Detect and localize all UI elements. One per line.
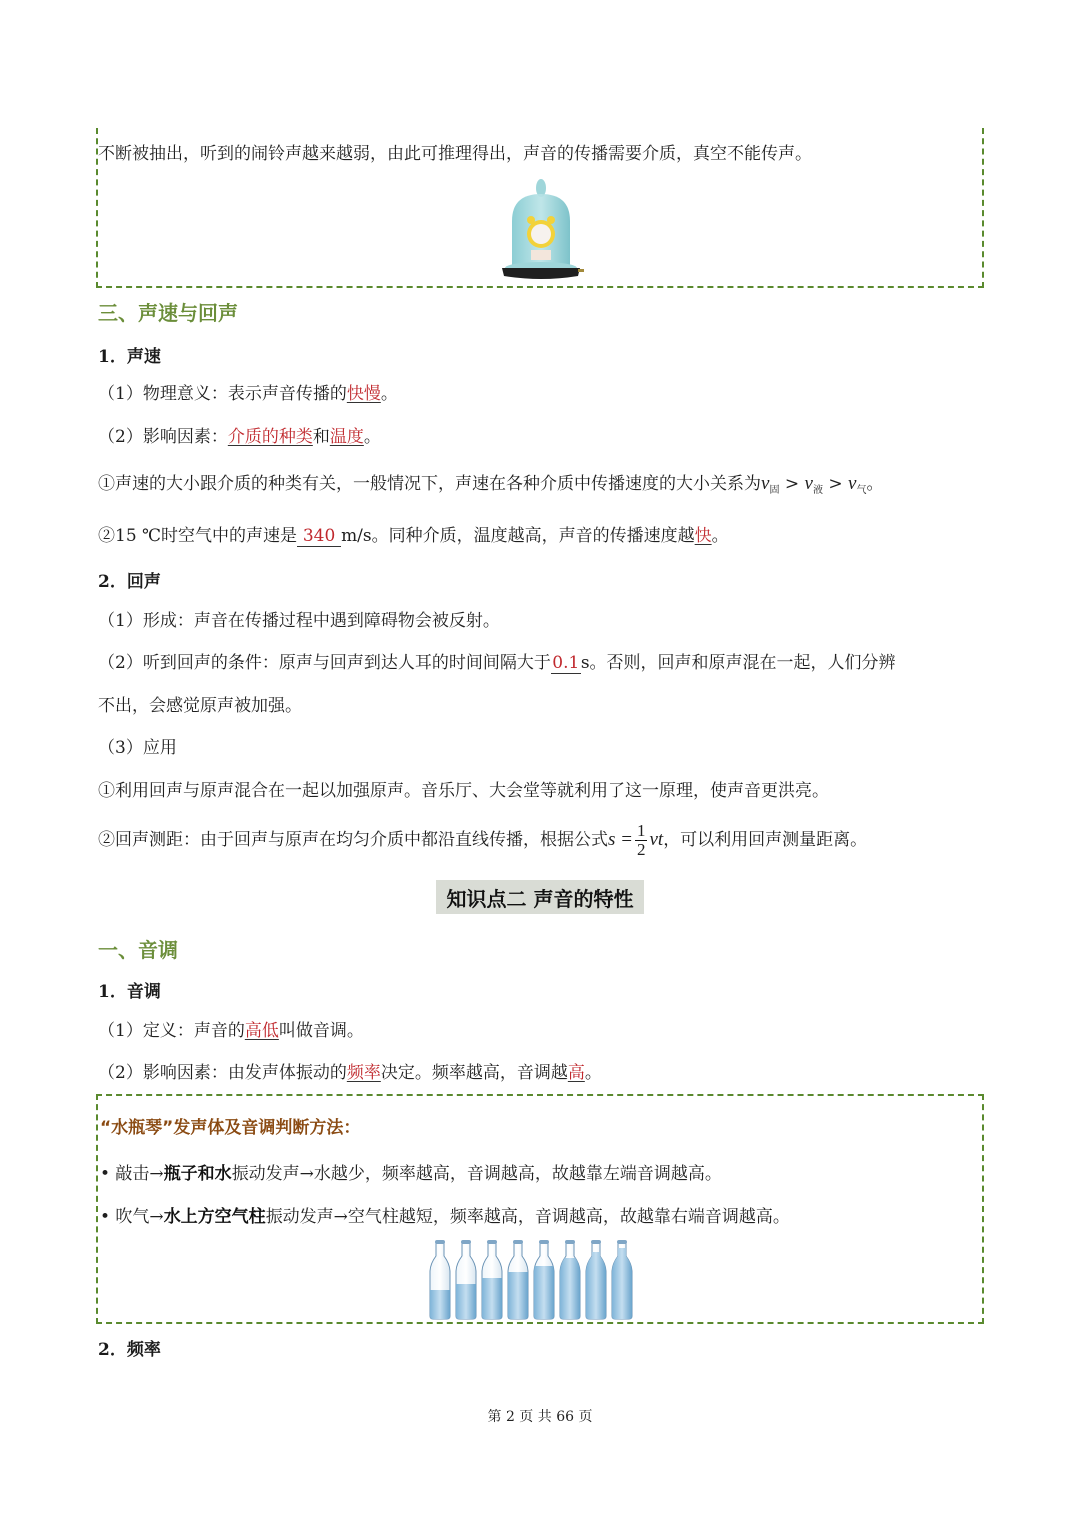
- echo-app-2: [98, 820, 867, 860]
- tip-bullet-blow: [100, 1205, 790, 1229]
- formula-vt: vt: [649, 829, 664, 850]
- answer-high-low: 高低: [244, 1021, 279, 1041]
- text: s。否则，回声和原声混在一起，人们分辨: [580, 653, 896, 673]
- heading-echo: 2．回声: [98, 572, 161, 592]
- speed-factors: [98, 425, 381, 449]
- var-v: v: [804, 473, 813, 494]
- frac-num: 1: [636, 821, 646, 840]
- text: • 吹气→: [100, 1207, 164, 1227]
- echo-app-1: ①利用回声与原声混合在一起以加强原声。音乐厅、大会堂等就利用了这一原理，使声音更洪亮。: [98, 781, 829, 801]
- text: ②15 ℃时空气中的声速是: [98, 526, 298, 546]
- text: （2）听到回声的条件：原声与回声到达人耳的时间间隔大于: [98, 653, 551, 673]
- text: 。: [866, 474, 884, 494]
- pitch-definition: [98, 1019, 364, 1043]
- heading-sound-speed: 1．声速: [98, 347, 161, 367]
- text: 。: [584, 1063, 602, 1083]
- sub-gas: 气: [856, 485, 867, 496]
- answer-medium-type: 介质的种类: [227, 427, 313, 447]
- text: 决定。频率越高，音调越: [380, 1063, 568, 1083]
- pitch-factor: [98, 1061, 602, 1085]
- bold-text: 瓶子和水: [163, 1164, 232, 1184]
- text: （1）物理意义：表示声音传播的: [98, 384, 347, 404]
- text: 振动发声→水越少，频率越高，音调越高，故越靠左端音调越高。: [231, 1164, 722, 1184]
- speed-meaning: [98, 382, 398, 406]
- text: 。: [711, 526, 729, 546]
- echo-formation: （1）形成：声音在传播过程中遇到障碍物会被反射。: [98, 611, 500, 631]
- formula-s: s =: [608, 829, 633, 850]
- bell-jar-icon: [498, 176, 584, 282]
- text: m/s。同种介质，温度越高，声音的传播速度越: [341, 526, 695, 546]
- water-bottles-icon: [428, 1240, 638, 1320]
- answer-high: 高: [567, 1063, 585, 1083]
- text: 。: [380, 384, 398, 404]
- heading-frequency: 2．频率: [98, 1340, 161, 1360]
- text: 叫做音调。: [278, 1021, 364, 1041]
- gt: >: [828, 474, 843, 494]
- tip-bullet-strike: [100, 1162, 722, 1186]
- text: 和: [312, 427, 330, 447]
- tip-title: “水瓶琴”发声体及音调判断方法：: [100, 1118, 361, 1138]
- answer-340: 340: [297, 526, 341, 547]
- sub-liquid: 液: [812, 485, 823, 496]
- page-number-footer: 第 2 页 共 66 页: [487, 1409, 593, 1425]
- heading-pitch: 1．音调: [98, 982, 161, 1002]
- frac-den: 2: [636, 840, 646, 859]
- section-title-speed-echo: 三、声速与回声: [98, 301, 238, 325]
- water-bottles-image: [428, 1240, 638, 1320]
- speed-note-1: [98, 472, 883, 503]
- answer-fast-slow: 快慢: [346, 384, 381, 404]
- echo-application: （3）应用: [98, 738, 177, 758]
- section-title-pitch: 一、音调: [98, 938, 178, 962]
- var-v: v: [848, 473, 857, 494]
- text: ，可以利用回声测量距离。: [663, 830, 868, 850]
- echo-condition-cont: 不出，会感觉原声被加强。: [98, 696, 302, 716]
- bold-text: 水上方空气柱: [163, 1207, 266, 1227]
- answer-0-1: 0.1: [552, 653, 580, 673]
- text: （1）定义：声音的: [98, 1021, 245, 1041]
- gt: >: [784, 474, 800, 494]
- speed-note-2: [98, 524, 729, 548]
- text: 振动发声→空气柱越短，频率越高，音调越高，故越靠右端音调越高。: [265, 1207, 790, 1227]
- sub-solid: 固: [769, 485, 780, 496]
- bell-jar-image: [498, 176, 584, 282]
- text: ①声速的大小跟介质的种类有关，一般情况下，声速在各种介质中传播速度的大小关系为: [98, 474, 761, 494]
- text: ②回声测距：由于回声与原声在均匀介质中都沿直线传播，根据公式: [98, 830, 608, 850]
- experiment-conclusion: 不断被抽出，听到的闹铃声越来越弱，由此可推理得出，声音的传播需要介质，真空不能传声。: [98, 144, 812, 164]
- text: （2）影响因素：: [98, 427, 228, 447]
- formula-fraction: [635, 822, 648, 859]
- text: 。: [363, 427, 381, 447]
- echo-condition: [98, 651, 896, 675]
- answer-temperature: 温度: [329, 427, 364, 447]
- knowledge-point-banner: 知识点二 声音的特性: [436, 880, 644, 914]
- answer-faster: 快: [694, 526, 712, 546]
- answer-frequency: 频率: [346, 1063, 381, 1083]
- text: • 敲击→: [100, 1164, 164, 1184]
- var-v: v: [761, 473, 770, 494]
- text: （2）影响因素：由发声体振动的: [98, 1063, 347, 1083]
